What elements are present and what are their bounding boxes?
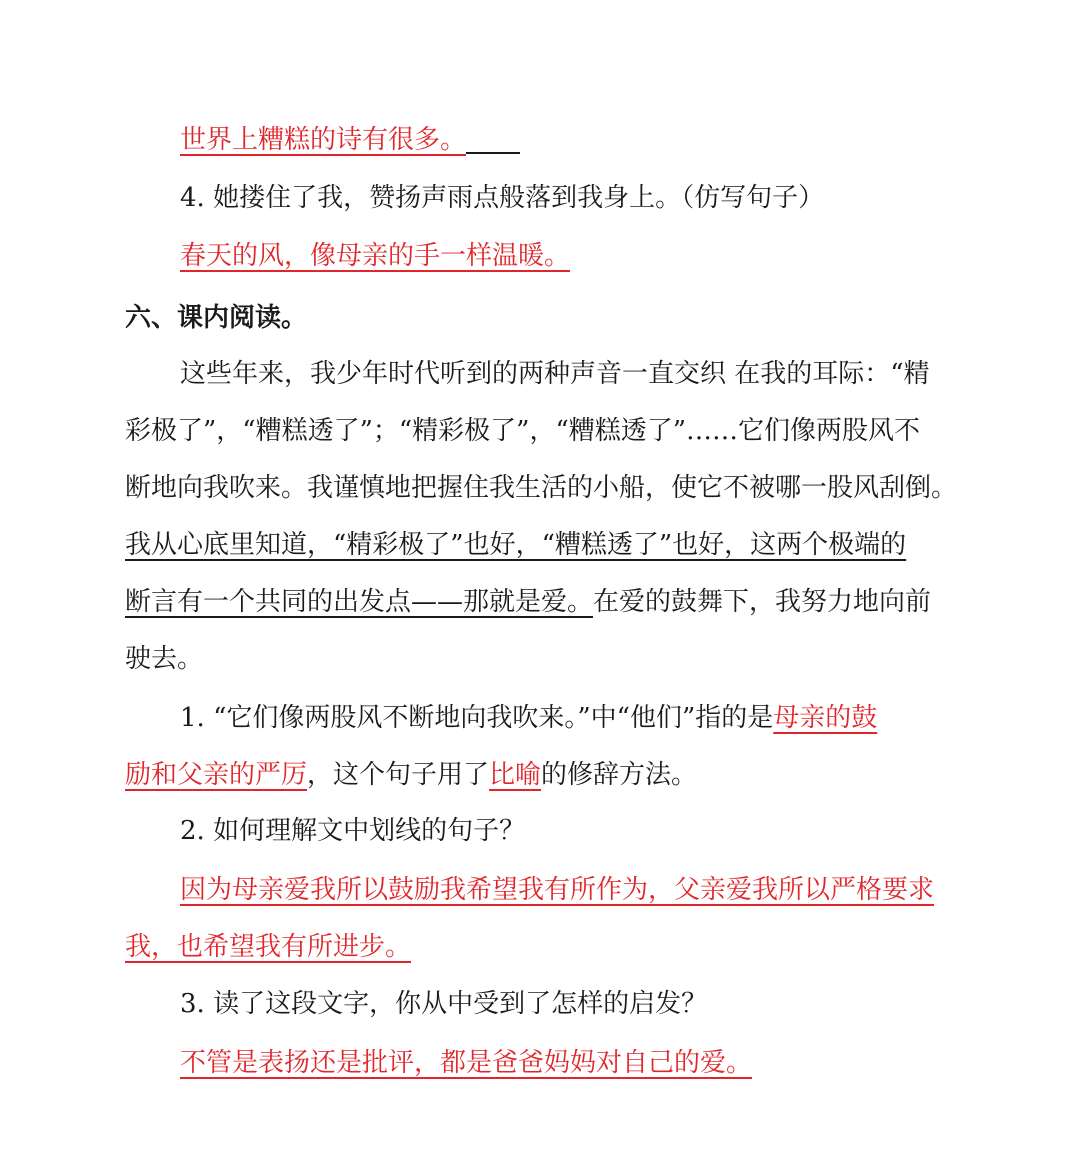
q3-question-text: 3. 读了这段文字，你从中受到了怎样的启发？: [180, 989, 708, 1019]
answer-blank: [466, 151, 520, 154]
q2-answer-line-1: [180, 862, 1080, 918]
q1-answer-rhetoric: 比喻: [489, 760, 542, 790]
passage-underlined-sentence-1: 我从心底里知道，“精彩极了”也好，“糟糕透了”也好，这两个极端的: [125, 530, 907, 560]
q3-question: [180, 976, 1080, 1032]
passage-line-5: [125, 574, 1080, 630]
passage-line-4: [125, 517, 1080, 573]
section-6-heading: [125, 290, 1080, 346]
q1-prefix: 1. “它们像两股风不断地向我吹来。”中“他们”指的是: [180, 703, 774, 733]
q2-answer-2: 我，也希望我有所进步。: [125, 932, 412, 962]
q2-answer-1: 因为母亲爱我所以鼓励我希望我有所作为，父亲爱我所以严格要求: [180, 875, 935, 905]
q4-answer: 春天的风，像母亲的手一样温暖。: [180, 241, 571, 271]
passage-text-3: 断地向我吹来。我谨慎地把握住我生活的小船，使它不被哪一股风刮倒。: [125, 473, 958, 503]
q4-question-text: 4. 她搂住了我，赞扬声雨点般落到我身上。（仿写句子）: [180, 183, 825, 213]
q2-question: [180, 803, 1080, 859]
q1-line-2: [125, 747, 1080, 803]
q1-answer-part-2: 励和父亲的严厉: [125, 760, 308, 790]
q4-question: [180, 170, 1080, 226]
section-6-heading-text: 六、课内阅读。: [125, 303, 308, 333]
q3-answer: 世界上糟糕的诗有很多。: [180, 125, 467, 155]
passage-text-6: 驶去。: [125, 644, 204, 674]
passage-line-6: [125, 631, 1080, 687]
q3-answer-line-final: [180, 1035, 1080, 1091]
passage-underlined-sentence-2: 断言有一个共同的出发点——那就是爱。: [125, 587, 594, 617]
q4-answer-line: [180, 228, 1080, 284]
q3-answer-final: 不管是表扬还是批评，都是爸爸妈妈对自己的爱。: [180, 1048, 753, 1078]
q1-answer-part-1: 母亲的鼓: [773, 703, 878, 733]
passage-text-5-rest: 在爱的鼓舞下，我努力地向前: [593, 587, 932, 617]
q2-question-text: 2. 如何理解文中划线的句子？: [180, 816, 526, 846]
passage-line-3: [125, 460, 1080, 516]
passage-text-2: 彩极了”，“糟糕透了”；“精彩极了”，“糟糕透了”……它们像两股风不: [125, 416, 921, 446]
passage-line-1: [180, 346, 1080, 402]
passage-text-1: 这些年来，我少年时代听到的两种声音一直交织 在我的耳际：“精: [180, 359, 930, 389]
q2-answer-line-2: [125, 919, 1080, 975]
q1-middle: ，这个句子用了: [307, 760, 490, 790]
q1-suffix: 的修辞方法。: [541, 760, 698, 790]
q3-answer-line: [180, 112, 1080, 168]
passage-line-2: [125, 403, 1080, 459]
q1-line-1: [180, 690, 1080, 746]
